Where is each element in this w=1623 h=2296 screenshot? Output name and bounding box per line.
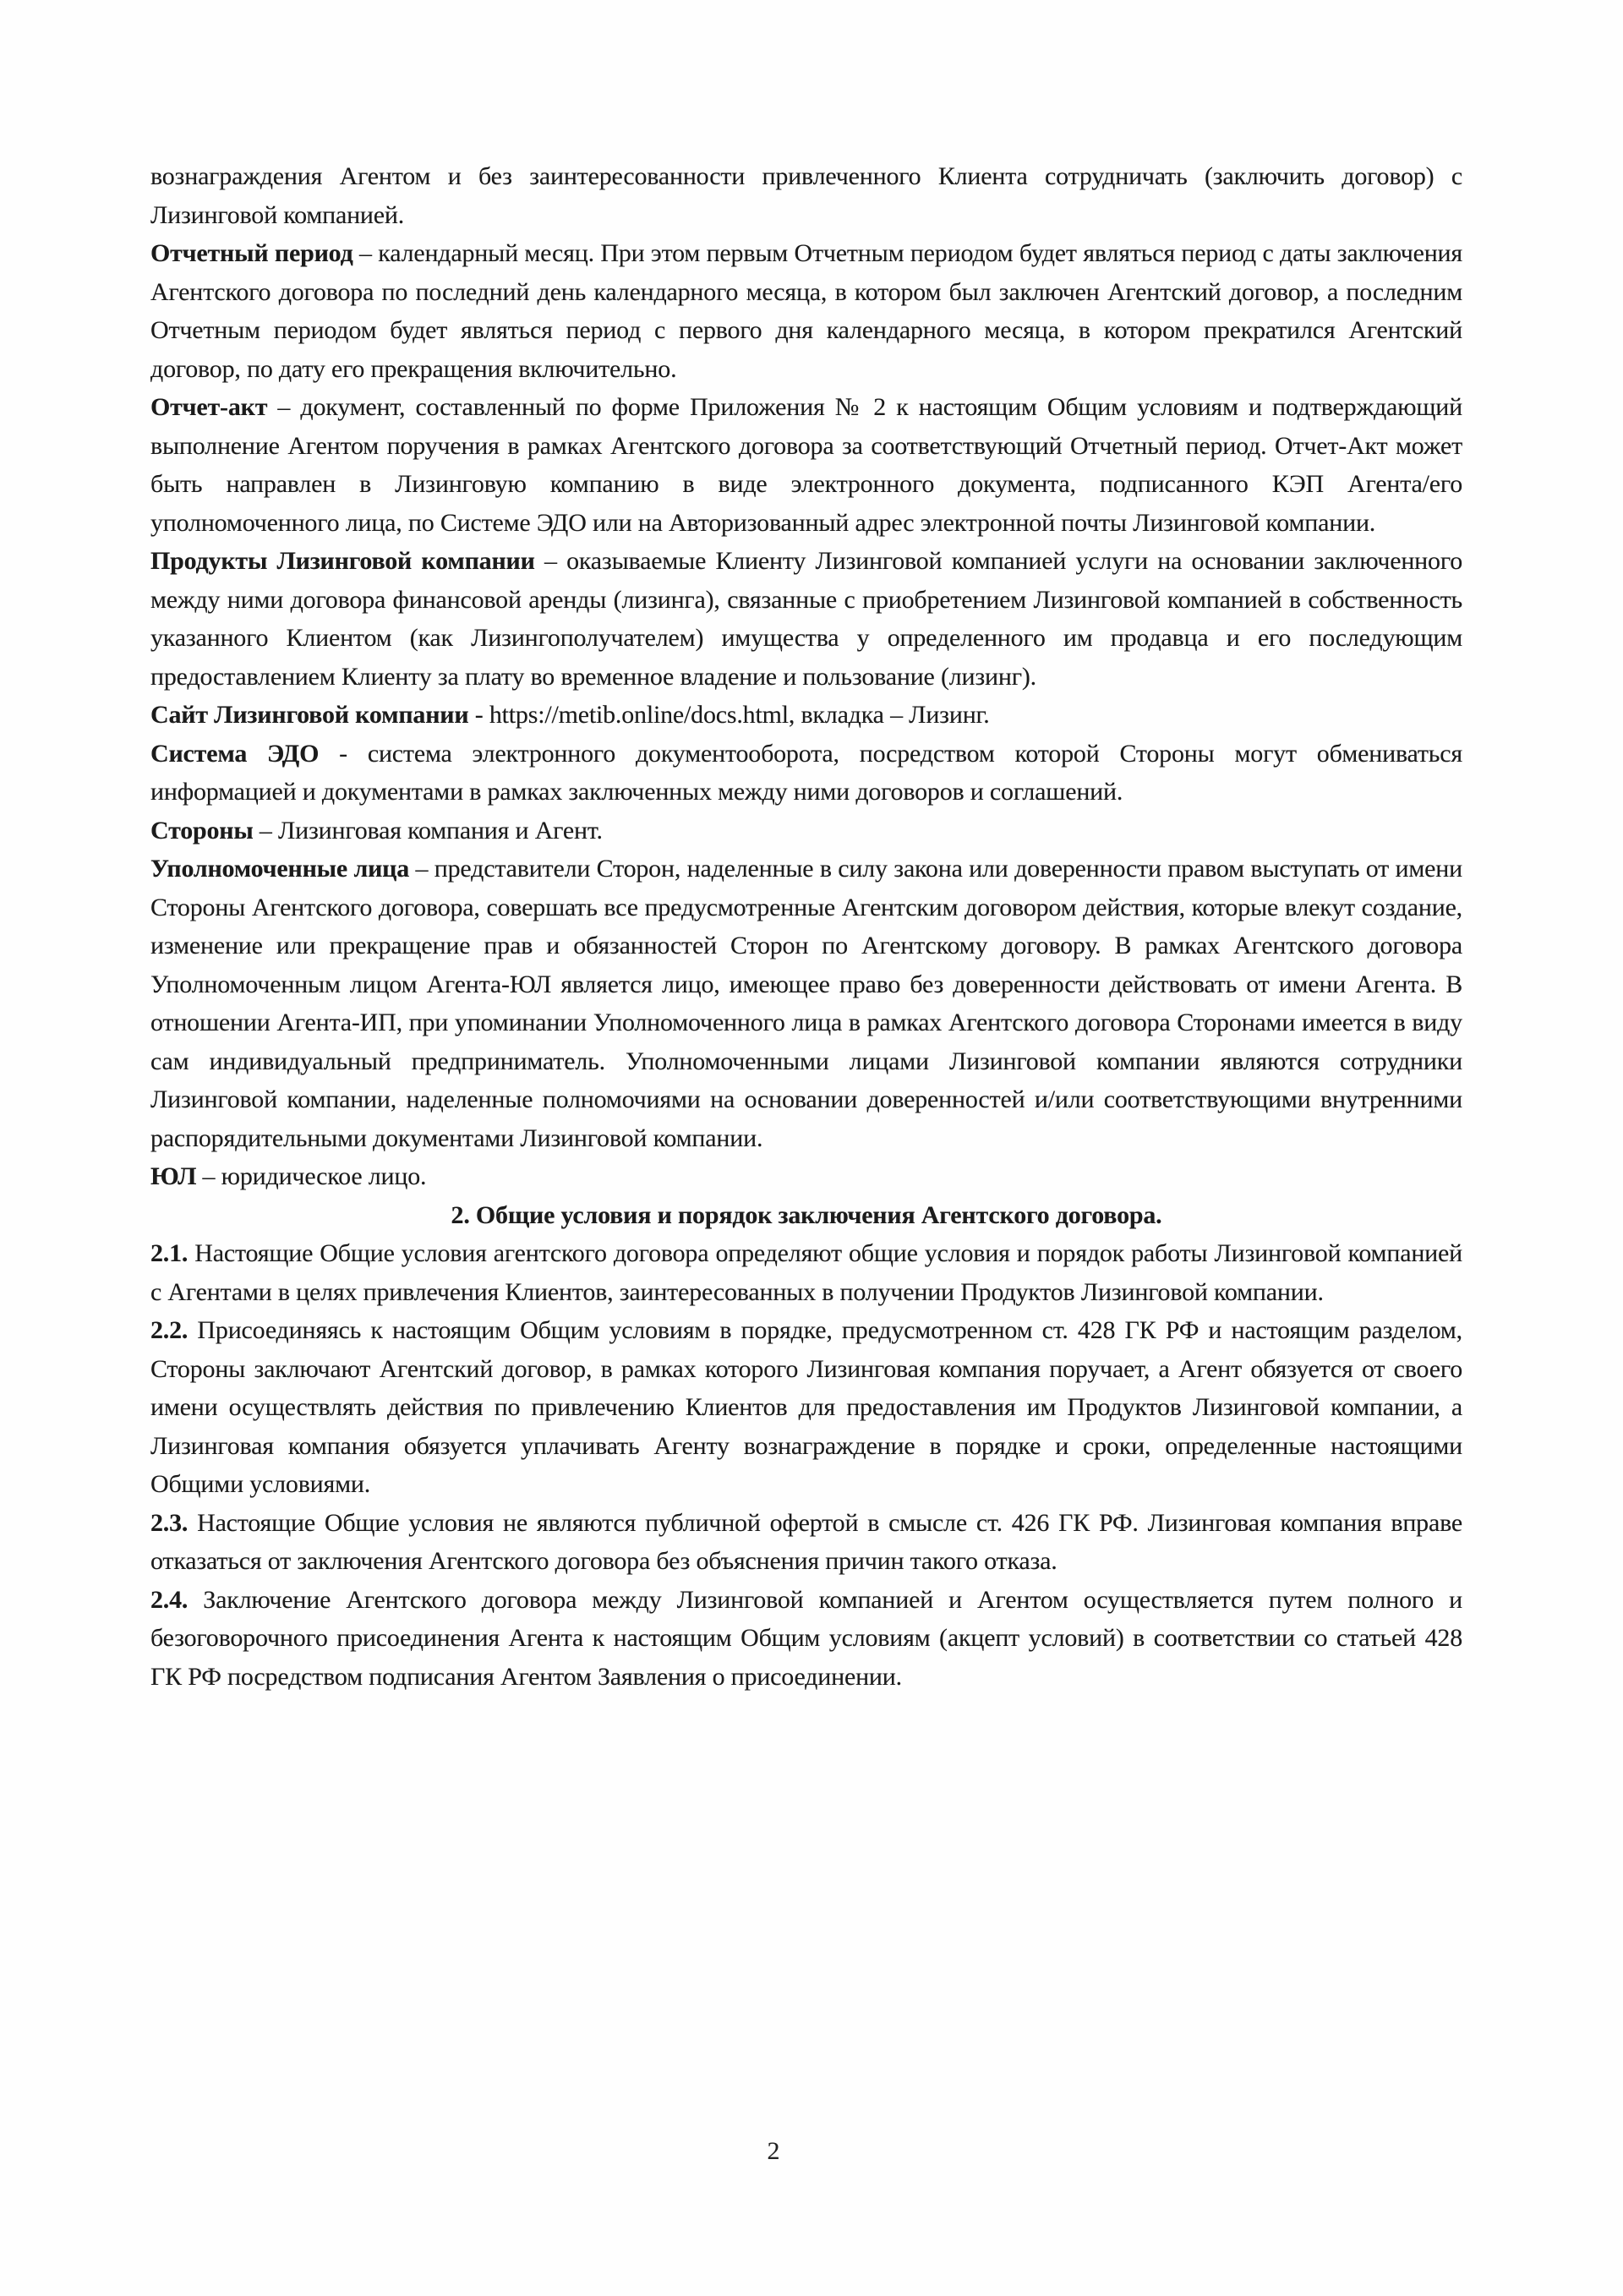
definition-paragraph [150,388,1462,542]
clause-paragraph [150,1581,1462,1697]
clause-text: Настоящие Общие условия агентского договора определяют общие условия и порядок работы Лизинговой компанией с Агентами в целях привлечения Клиентов, заинтересованных в получении Продуктов Лизинговой компании. [150,1239,1462,1306]
definition-paragraph [150,696,1462,735]
definition-text: - система электронного документооборота, посредством которой Стороны могут обмениваться информацией и документами в рамках заключенных между ними договоров и соглашений. [150,739,1462,806]
definition-paragraph [150,850,1462,1157]
definition-term: Стороны [150,816,254,845]
clause-paragraph [150,1311,1462,1504]
continuation-paragraph [150,157,1462,234]
definition-paragraph [150,735,1462,812]
definition-paragraph [150,542,1462,696]
definition-paragraph [150,1157,1462,1196]
clause-number: 2.3. [150,1508,189,1537]
definition-text: – Лизинговая компания и Агент. [253,816,603,845]
section-heading: 2. Общие условия и порядок заключения Агентского договора. [451,1200,1162,1229]
definition-term: Отчетный период [150,239,353,267]
paragraph-text: вознаграждения Агентом и без заинтересованности привлеченного Клиента сотрудничать (заключить договор) с Лизинговой компанией. [150,162,1462,229]
definition-paragraph [150,812,1462,850]
clause-number: 2.2. [150,1316,189,1344]
definition-text: – календарный месяц. При этом первым Отчетным периодом будет являться период с даты заключения Агентского договора по последний день календарного месяца, в котором был заключен Агентский договор, а последним Отчетным периодом будет являться период с первого дня календарного месяца, в котором прекратился Агентский договор, по дату его прекращения включительно. [150,239,1463,383]
definition-text: – документ, составленный по форме Приложения № 2 к настоящим Общим условиям и подтверждающий выполнение Агентом поручения в рамках Агентского договора за соответствующий Отчетный период. Отчет-Акт может быть направлен в Лизинговую компанию в виде электронного документа, подписанного КЭП Агента/его уполномоченного лица, по Системе ЭДО или на Авторизованный адрес электронной почты Лизинговой компании. [150,393,1462,537]
definition-term: Уполномоченные лица [150,855,410,883]
definition-paragraph [150,234,1462,388]
page-number: 2 [767,2137,780,2165]
site-url: https://metib.online/docs.html [489,701,789,729]
document-body [150,157,1462,1696]
clause-text: Настоящие Общие условия не являются публичной офертой в смысле ст. 426 ГК РФ. Лизинговая компания вправе отказаться от заключения Агентского договора без объяснения причин такого отказа. [150,1508,1462,1575]
definition-term: Система ЭДО [150,739,320,768]
clause-number: 2.1. [150,1239,189,1267]
definition-term: ЮЛ [150,1162,197,1190]
definition-term: Отчет-акт [150,393,268,421]
clause-paragraph [150,1234,1462,1311]
definition-text: – юридическое лицо. [196,1162,427,1190]
clause-paragraph [150,1504,1462,1581]
clause-number: 2.4. [150,1585,189,1614]
definition-text: - [468,701,489,729]
definition-term: Продукты Лизинговой компании [150,547,535,575]
clause-text: Присоединяясь к настоящим Общим условиям в порядке, предусмотренном ст. 428 ГК РФ и настоящим разделом, Стороны заключают Агентский договор, в рамках которого Лизинговая компания поручает, а Агент обязуется от своего имени осуществлять действия по привлечению Клиентов для предоставления им Продуктов Лизинговой компании, а Лизинговая компания обязуется уплачивать Агенту вознаграждение в порядке и сроки, определенные настоящими Общими условиями. [150,1316,1462,1498]
definition-text: – представители Сторон, наделенные в силу закона или доверенности правом выступать от имени Стороны Агентского договора, совершать все предусмотренные Агентским договором действия, которые влекут создание, изменение или прекращение прав и обязанностей Сторон по Агентскому договору. В рамках Агентского договора Уполномоченным лицом Агента-ЮЛ является лицо, имеющее право без доверенности действовать от имени Агента. В отношении Агента-ИП, при упоминании Уполномоченного лица в рамках Агентского договора Сторонами имеется в виду сам индивидуальный предприниматель. Уполномоченными лицами Лизинговой компании являются сотрудники Лизинговой компании, наделенные полномочиями на основании доверенностей и/или соответствующими внутренними распорядительными документами Лизинговой компании. [150,855,1462,1152]
definition-term: Сайт Лизинговой компании [150,701,469,729]
definition-text: – оказываемые Клиенту Лизинговой компанией услуги на основании заключенного между ними договора финансовой аренды (лизинга), связанные с приобретением Лизинговой компанией в собственность указанного Клиентом (как Лизингополучателем) имущества у определенного им продавца и его последующим предоставлением Клиенту за плату во временное владение и пользование (лизинг). [150,547,1462,691]
clause-text: Заключение Агентского договора между Лизинговой компанией и Агентом осуществляется путем полного и безоговорочного присоединения Агента к настоящим Общим условиям (акцепт условий) в соответствии со статьей 428 ГК РФ посредством подписания Агентом Заявления о присоединении. [150,1585,1462,1691]
definition-text: , вкладка – Лизинг. [788,701,990,729]
